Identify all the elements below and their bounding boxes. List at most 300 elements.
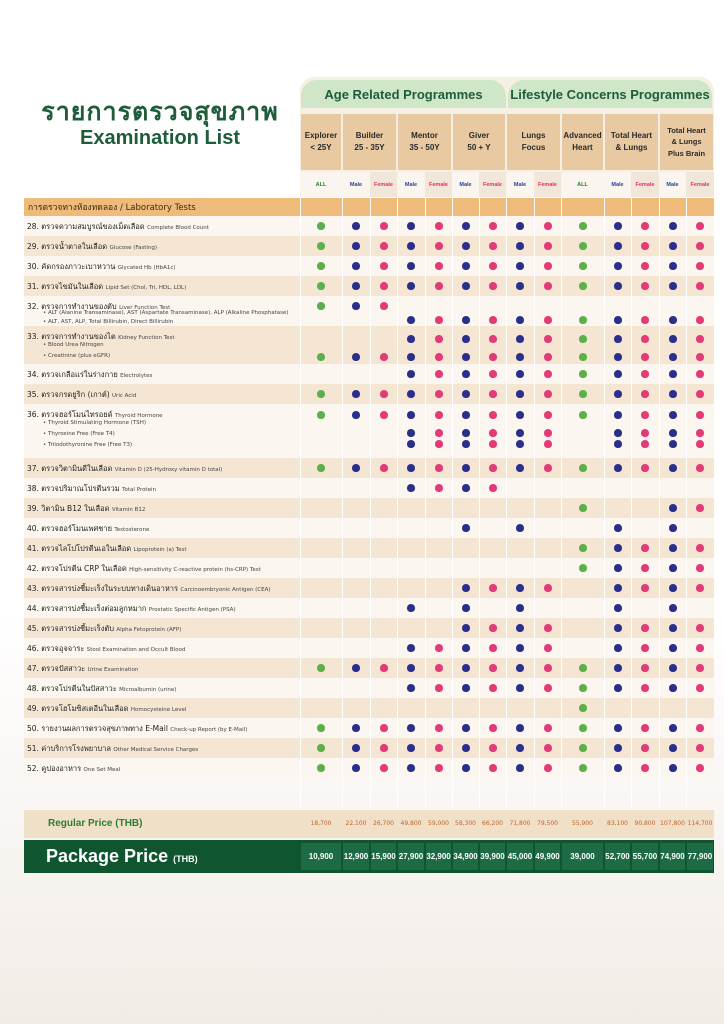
check-mark-icon bbox=[435, 664, 443, 672]
regular-price: 49,800 bbox=[400, 820, 422, 827]
regular-price: 66,200 bbox=[482, 820, 503, 827]
column-divider bbox=[397, 198, 398, 808]
package-price: 27,900 bbox=[398, 843, 424, 870]
programme-name: Lungs Focus bbox=[507, 114, 560, 170]
check-mark-icon bbox=[352, 353, 360, 361]
table-row bbox=[24, 276, 714, 296]
test-name-english: Vitamin B12 bbox=[111, 507, 146, 513]
column-divider bbox=[425, 198, 426, 808]
column-divider bbox=[604, 198, 605, 808]
check-mark-icon bbox=[435, 724, 443, 732]
test-name bbox=[27, 463, 222, 475]
check-mark-icon bbox=[696, 282, 704, 290]
test-name-thai: 37. ตรวจวิตามินดีในเลือด bbox=[27, 464, 115, 473]
test-name-english: Electrolytes bbox=[120, 373, 153, 379]
check-mark-icon bbox=[614, 664, 622, 672]
check-mark-icon bbox=[669, 664, 677, 672]
test-name bbox=[27, 663, 138, 675]
test-name-english: Glycated Hb (HbA1c) bbox=[117, 265, 176, 271]
check-mark-icon bbox=[696, 544, 704, 552]
test-name-thai: 43. ตรวจสารบ่งชี้มะเร็งในระบบทางเดินอาหาร bbox=[27, 584, 181, 593]
test-sub-item: • Thyroid Stimulating Hormone (TSH) bbox=[43, 420, 146, 426]
check-mark-icon bbox=[407, 262, 415, 270]
check-mark-icon bbox=[696, 316, 704, 324]
check-mark-icon bbox=[544, 370, 552, 378]
check-mark-icon bbox=[669, 724, 677, 732]
column-divider bbox=[370, 198, 371, 808]
check-mark-icon bbox=[544, 664, 552, 672]
check-mark-icon bbox=[516, 316, 524, 324]
check-mark-icon bbox=[696, 564, 704, 572]
check-mark-icon bbox=[544, 584, 552, 592]
gender-label: Male bbox=[659, 172, 686, 197]
gender-label: ALL bbox=[300, 172, 342, 197]
package-price: 39,900 bbox=[480, 843, 505, 870]
check-mark-icon bbox=[352, 222, 360, 230]
package-price-unit: (THB) bbox=[173, 854, 198, 864]
check-mark-icon bbox=[641, 440, 649, 448]
check-mark-icon bbox=[462, 744, 470, 752]
check-mark-icon bbox=[516, 242, 524, 250]
check-mark-icon bbox=[380, 664, 388, 672]
table-row bbox=[24, 758, 714, 778]
test-name-thai: 30. คัดกรองภาวะเบาหวาน bbox=[27, 262, 118, 271]
check-mark-icon bbox=[669, 222, 677, 230]
package-price: 45,000 bbox=[507, 843, 533, 870]
check-mark-icon bbox=[696, 644, 704, 652]
test-name bbox=[27, 483, 156, 495]
regular-price: 58,300 bbox=[455, 820, 476, 827]
package-price-row bbox=[24, 840, 714, 873]
test-name bbox=[27, 643, 185, 655]
check-mark-icon bbox=[579, 282, 587, 290]
check-mark-icon bbox=[489, 724, 497, 732]
test-name-english: Glucose (Fasting) bbox=[109, 245, 158, 251]
test-name-english: Testosterone bbox=[114, 527, 150, 533]
test-name-thai: 50. รายงานผลการตรวจสุขภาพทาง E-Mail bbox=[27, 724, 171, 733]
gender-label: Male bbox=[397, 172, 425, 197]
check-mark-icon bbox=[669, 644, 677, 652]
check-mark-icon bbox=[669, 353, 677, 361]
column-divider bbox=[479, 198, 480, 808]
check-mark-icon bbox=[579, 704, 587, 712]
check-mark-icon bbox=[669, 604, 677, 612]
check-mark-icon bbox=[435, 353, 443, 361]
test-name bbox=[27, 623, 181, 635]
check-mark-icon bbox=[641, 282, 649, 290]
check-mark-icon bbox=[380, 464, 388, 472]
check-mark-icon bbox=[614, 624, 622, 632]
package-price: 49,900 bbox=[535, 843, 560, 870]
check-mark-icon bbox=[641, 544, 649, 552]
check-mark-icon bbox=[669, 440, 677, 448]
table-row bbox=[24, 718, 714, 738]
package-price: 32,900 bbox=[426, 843, 451, 870]
check-mark-icon bbox=[579, 504, 587, 512]
test-name-thai: 46. ตรวจอุจจาระ bbox=[27, 644, 87, 653]
check-mark-icon bbox=[641, 242, 649, 250]
test-name bbox=[27, 281, 186, 293]
check-mark-icon bbox=[435, 390, 443, 398]
programme-group: Lifestyle Concerns Programmes bbox=[508, 80, 712, 108]
check-mark-icon bbox=[544, 684, 552, 692]
check-mark-icon bbox=[579, 370, 587, 378]
test-name-thai: 44. ตรวจสารบ่งชี้มะเร็งต่อมลูกหมาก bbox=[27, 604, 149, 613]
check-mark-icon bbox=[435, 282, 443, 290]
check-mark-icon bbox=[579, 353, 587, 361]
check-mark-icon bbox=[516, 604, 524, 612]
check-mark-icon bbox=[669, 544, 677, 552]
check-mark-icon bbox=[544, 353, 552, 361]
test-name bbox=[27, 563, 261, 575]
check-mark-icon bbox=[544, 724, 552, 732]
check-mark-icon bbox=[516, 684, 524, 692]
check-mark-icon bbox=[352, 744, 360, 752]
check-mark-icon bbox=[352, 411, 360, 419]
regular-price-row bbox=[24, 810, 714, 838]
check-mark-icon bbox=[614, 604, 622, 612]
check-mark-icon bbox=[669, 429, 677, 437]
table-row bbox=[24, 256, 714, 276]
check-mark-icon bbox=[407, 440, 415, 448]
check-mark-icon bbox=[489, 242, 497, 250]
check-mark-icon bbox=[407, 353, 415, 361]
check-mark-icon bbox=[641, 429, 649, 437]
check-mark-icon bbox=[614, 222, 622, 230]
check-mark-icon bbox=[579, 411, 587, 419]
programme-name: Total Heart & Lungs bbox=[605, 114, 658, 170]
table-row bbox=[24, 478, 714, 498]
check-mark-icon bbox=[489, 390, 497, 398]
check-mark-icon bbox=[544, 282, 552, 290]
check-mark-icon bbox=[516, 440, 524, 448]
check-mark-icon bbox=[435, 429, 443, 437]
check-mark-icon bbox=[614, 584, 622, 592]
check-mark-icon bbox=[462, 390, 470, 398]
check-mark-icon bbox=[641, 464, 649, 472]
check-mark-icon bbox=[407, 724, 415, 732]
table-row bbox=[24, 678, 714, 698]
regular-price: 114,700 bbox=[687, 820, 713, 827]
check-mark-icon bbox=[544, 411, 552, 419]
check-mark-icon bbox=[669, 262, 677, 270]
check-mark-icon bbox=[489, 411, 497, 419]
check-mark-icon bbox=[669, 370, 677, 378]
test-name-english: Stool Examination and Occult Blood bbox=[86, 647, 186, 653]
check-mark-icon bbox=[579, 684, 587, 692]
check-mark-icon bbox=[407, 644, 415, 652]
check-mark-icon bbox=[489, 282, 497, 290]
check-mark-icon bbox=[544, 262, 552, 270]
check-mark-icon bbox=[669, 744, 677, 752]
check-mark-icon bbox=[352, 390, 360, 398]
check-mark-icon bbox=[462, 262, 470, 270]
test-name-thai: 33. ตรวจการทำงานของไต bbox=[27, 332, 119, 341]
check-mark-icon bbox=[669, 624, 677, 632]
check-mark-icon bbox=[380, 764, 388, 772]
check-mark-icon bbox=[516, 262, 524, 270]
check-mark-icon bbox=[544, 764, 552, 772]
check-mark-icon bbox=[516, 664, 524, 672]
table-row bbox=[24, 236, 714, 256]
check-mark-icon bbox=[489, 644, 497, 652]
check-mark-icon bbox=[407, 604, 415, 612]
check-mark-icon bbox=[317, 411, 325, 419]
programme-name: Mentor 35 - 50Y bbox=[398, 114, 451, 170]
check-mark-icon bbox=[462, 584, 470, 592]
check-mark-icon bbox=[435, 335, 443, 343]
programme-name: Giver 50 + Y bbox=[453, 114, 505, 170]
gender-label: Male bbox=[604, 172, 631, 197]
check-mark-icon bbox=[614, 242, 622, 250]
gender-label: Female bbox=[534, 172, 561, 197]
check-mark-icon bbox=[641, 684, 649, 692]
check-mark-icon bbox=[462, 664, 470, 672]
check-mark-icon bbox=[462, 464, 470, 472]
check-mark-icon bbox=[579, 464, 587, 472]
regular-price: 22,100 bbox=[345, 820, 367, 827]
check-mark-icon bbox=[435, 484, 443, 492]
check-mark-icon bbox=[462, 353, 470, 361]
check-mark-icon bbox=[380, 353, 388, 361]
check-mark-icon bbox=[696, 262, 704, 270]
check-mark-icon bbox=[462, 242, 470, 250]
check-mark-icon bbox=[669, 464, 677, 472]
check-mark-icon bbox=[462, 484, 470, 492]
package-price: 39,000 bbox=[562, 843, 603, 870]
check-mark-icon bbox=[407, 464, 415, 472]
programme-name: Builder 25 - 35Y bbox=[343, 114, 396, 170]
check-mark-icon bbox=[462, 764, 470, 772]
check-mark-icon bbox=[380, 222, 388, 230]
gender-label: Female bbox=[425, 172, 452, 197]
column-divider bbox=[631, 198, 632, 808]
table-row bbox=[24, 638, 714, 658]
test-name bbox=[27, 723, 247, 735]
test-name bbox=[27, 389, 136, 401]
check-mark-icon bbox=[516, 524, 524, 532]
test-name-english: Kidney Function Test bbox=[118, 335, 175, 341]
column-divider bbox=[506, 198, 507, 808]
gender-label: Male bbox=[506, 172, 534, 197]
check-mark-icon bbox=[407, 282, 415, 290]
check-mark-icon bbox=[317, 390, 325, 398]
check-mark-icon bbox=[407, 664, 415, 672]
check-mark-icon bbox=[317, 242, 325, 250]
check-mark-icon bbox=[407, 335, 415, 343]
check-mark-icon bbox=[696, 353, 704, 361]
check-mark-icon bbox=[407, 411, 415, 419]
check-mark-icon bbox=[544, 744, 552, 752]
check-mark-icon bbox=[614, 282, 622, 290]
test-sub-item: • Thyroxine Free (Free T4) bbox=[43, 431, 115, 437]
test-name-thai: 31. ตรวจไขมันในเลือด bbox=[27, 282, 106, 291]
check-mark-icon bbox=[352, 282, 360, 290]
check-mark-icon bbox=[380, 744, 388, 752]
test-name-thai: 47. ตรวจปัสสาวะ bbox=[27, 664, 88, 673]
check-mark-icon bbox=[435, 370, 443, 378]
check-mark-icon bbox=[352, 764, 360, 772]
check-mark-icon bbox=[641, 764, 649, 772]
check-mark-icon bbox=[516, 222, 524, 230]
check-mark-icon bbox=[696, 664, 704, 672]
check-mark-icon bbox=[669, 684, 677, 692]
check-mark-icon bbox=[435, 440, 443, 448]
package-price: 52,700 bbox=[605, 843, 630, 870]
test-name bbox=[27, 743, 198, 755]
check-mark-icon bbox=[489, 222, 497, 230]
examination-table bbox=[24, 198, 714, 808]
table-row bbox=[24, 216, 714, 236]
check-mark-icon bbox=[489, 664, 497, 672]
check-mark-icon bbox=[352, 262, 360, 270]
gender-label: ALL bbox=[561, 172, 604, 197]
check-mark-icon bbox=[462, 624, 470, 632]
check-mark-icon bbox=[462, 316, 470, 324]
check-mark-icon bbox=[462, 644, 470, 652]
package-price: 15,900 bbox=[371, 843, 396, 870]
check-mark-icon bbox=[641, 370, 649, 378]
test-name-thai: 29. ตรวจน้ำตาลในเลือด bbox=[27, 242, 110, 251]
check-mark-icon bbox=[462, 411, 470, 419]
test-name-english: Microalbumin (urine) bbox=[119, 687, 177, 693]
check-mark-icon bbox=[462, 524, 470, 532]
check-mark-icon bbox=[614, 390, 622, 398]
check-mark-icon bbox=[462, 604, 470, 612]
check-mark-icon bbox=[579, 390, 587, 398]
check-mark-icon bbox=[579, 724, 587, 732]
check-mark-icon bbox=[489, 624, 497, 632]
test-name bbox=[27, 241, 157, 253]
check-mark-icon bbox=[696, 624, 704, 632]
check-mark-icon bbox=[516, 429, 524, 437]
test-name-thai: 32. ตรวจการทำงานของตับ bbox=[27, 302, 120, 311]
check-mark-icon bbox=[489, 464, 497, 472]
check-mark-icon bbox=[435, 744, 443, 752]
check-mark-icon bbox=[516, 744, 524, 752]
check-mark-icon bbox=[380, 242, 388, 250]
programme-name: Advanced Heart bbox=[562, 114, 603, 170]
section-header: การตรวจทางห้องทดลอง / Laboratory Tests bbox=[24, 198, 714, 216]
check-mark-icon bbox=[669, 764, 677, 772]
test-name bbox=[27, 543, 187, 555]
test-name-english: Homocysteine Level bbox=[130, 707, 187, 713]
check-mark-icon bbox=[579, 544, 587, 552]
check-mark-icon bbox=[614, 464, 622, 472]
check-mark-icon bbox=[544, 464, 552, 472]
check-mark-icon bbox=[352, 302, 360, 310]
check-mark-icon bbox=[641, 744, 649, 752]
test-name-thai: 45. ตรวจสารบ่งชี้มะเร็งตับ bbox=[27, 624, 117, 633]
check-mark-icon bbox=[579, 564, 587, 572]
check-mark-icon bbox=[462, 282, 470, 290]
column-divider bbox=[452, 198, 453, 808]
check-mark-icon bbox=[462, 440, 470, 448]
check-mark-icon bbox=[614, 724, 622, 732]
check-mark-icon bbox=[407, 390, 415, 398]
test-name-thai: 38. ตรวจปริมาณโปรตีนรวม bbox=[27, 484, 123, 493]
check-mark-icon bbox=[407, 764, 415, 772]
test-name-english: Complete Blood Count bbox=[147, 225, 209, 231]
check-mark-icon bbox=[407, 316, 415, 324]
test-name-thai: 51. ค่าบริการโรงพยาบาล bbox=[27, 744, 114, 753]
programme-name: Total Heart & Lungs Plus Brain bbox=[660, 114, 713, 170]
check-mark-icon bbox=[544, 390, 552, 398]
check-mark-icon bbox=[380, 262, 388, 270]
check-mark-icon bbox=[579, 316, 587, 324]
check-mark-icon bbox=[352, 664, 360, 672]
check-mark-icon bbox=[435, 222, 443, 230]
test-name-thai: 40. ตรวจฮอร์โมนเพศชาย bbox=[27, 524, 115, 533]
table-row bbox=[24, 698, 714, 718]
check-mark-icon bbox=[696, 370, 704, 378]
check-mark-icon bbox=[641, 390, 649, 398]
package-price: 55,700 bbox=[632, 843, 658, 870]
check-mark-icon bbox=[641, 624, 649, 632]
check-mark-icon bbox=[407, 242, 415, 250]
regular-price-label: Regular Price (THB) bbox=[48, 818, 143, 829]
table-row bbox=[24, 598, 714, 618]
check-mark-icon bbox=[696, 584, 704, 592]
package-price-title: Package Price bbox=[46, 846, 169, 866]
check-mark-icon bbox=[696, 744, 704, 752]
check-mark-icon bbox=[544, 335, 552, 343]
check-mark-icon bbox=[669, 282, 677, 290]
check-mark-icon bbox=[669, 242, 677, 250]
gender-label: Female bbox=[479, 172, 506, 197]
check-mark-icon bbox=[516, 370, 524, 378]
table-row bbox=[24, 558, 714, 578]
gender-label: Male bbox=[452, 172, 479, 197]
check-mark-icon bbox=[669, 411, 677, 419]
table-row bbox=[24, 364, 714, 384]
test-sub-item: • Blood Urea Nitrogen bbox=[43, 342, 104, 348]
table-row bbox=[24, 326, 714, 364]
column-divider bbox=[300, 198, 301, 808]
test-sub-item: • Creatinine (plus eGFR) bbox=[43, 353, 111, 359]
programme-name: Explorer < 25Y bbox=[301, 114, 341, 170]
check-mark-icon bbox=[579, 744, 587, 752]
check-mark-icon bbox=[489, 744, 497, 752]
check-mark-icon bbox=[317, 744, 325, 752]
check-mark-icon bbox=[516, 724, 524, 732]
check-mark-icon bbox=[380, 411, 388, 419]
check-mark-icon bbox=[435, 684, 443, 692]
check-mark-icon bbox=[489, 484, 497, 492]
table-row bbox=[24, 404, 714, 458]
check-mark-icon bbox=[380, 282, 388, 290]
test-name-english: High-sensitivity C-reactive protein (hs-CRP) Test bbox=[129, 567, 261, 573]
test-sub-item: • ALT, AST, ALP, Total Billirubin, Direct Billirubin bbox=[43, 319, 174, 325]
check-mark-icon bbox=[462, 370, 470, 378]
test-name bbox=[27, 683, 176, 695]
check-mark-icon bbox=[669, 524, 677, 532]
check-mark-icon bbox=[579, 222, 587, 230]
check-mark-icon bbox=[614, 335, 622, 343]
test-name-thai: 49. ตรวจโฮโมซิสเตอีนในเลือด bbox=[27, 704, 131, 713]
test-name-thai: 52. คูปองอาหาร bbox=[27, 764, 84, 773]
regular-price: 90,800 bbox=[634, 820, 656, 827]
regular-price: 18,700 bbox=[310, 820, 332, 827]
check-mark-icon bbox=[462, 684, 470, 692]
check-mark-icon bbox=[696, 222, 704, 230]
check-mark-icon bbox=[489, 335, 497, 343]
test-name-thai: 35. ตรวจกรดยูริก (เกาต์) bbox=[27, 390, 113, 399]
check-mark-icon bbox=[317, 262, 325, 270]
check-mark-icon bbox=[435, 316, 443, 324]
check-mark-icon bbox=[696, 464, 704, 472]
table-row bbox=[24, 658, 714, 678]
